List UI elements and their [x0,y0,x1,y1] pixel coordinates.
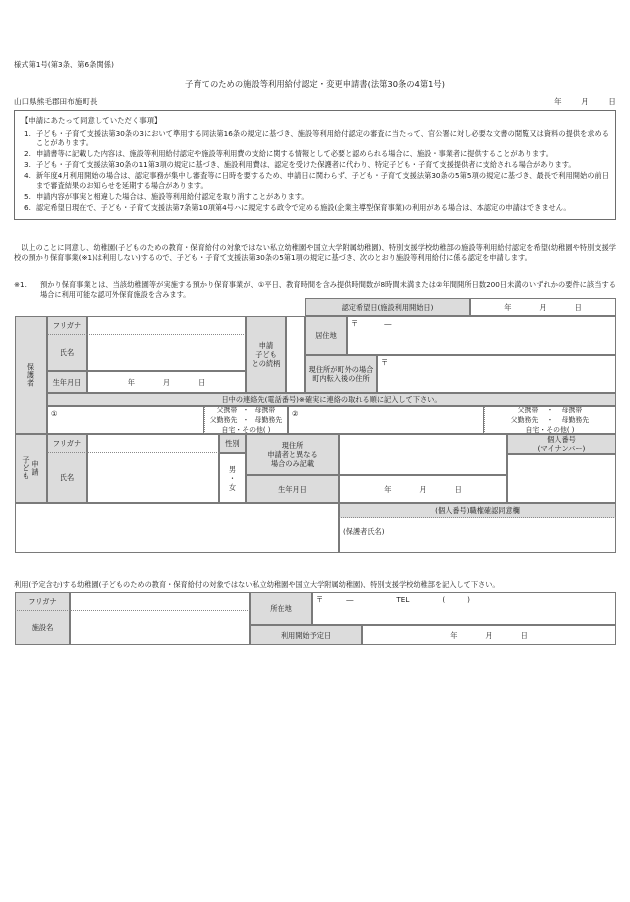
page-title: 子育てのための施設等利用給付認定・変更申請書(法第30条の4第1号) [185,79,445,89]
contact-2-marker: ② [292,409,299,418]
gender-label: 性別 [219,434,246,453]
guardian-birthdate-label: 生年月日 [47,371,87,393]
guardian-birthdate-month: 月 [162,377,171,387]
guardian-birthdate-day: 日 [198,377,206,387]
residence-zip-mark: 〒 [351,319,359,328]
consent-item-number: 1. [24,128,31,138]
facility-location-label: 所在地 [250,592,312,625]
submission-date-day: 日 [608,97,616,106]
contact-option-mother-work: 母勤務先 [254,416,283,424]
contact-1-input[interactable] [47,406,204,434]
facility-start-day: 日 [520,630,528,640]
consent-item [21,192,609,202]
facility-start-date-label: 利用開始予定日 [250,625,362,645]
moved-address-label [305,355,377,393]
relation-line-3: との続柄 [251,359,281,368]
blank-area [15,503,339,553]
guardian-section-label: 保護者 [15,316,47,434]
child-birthdate-day: 日 [454,484,462,494]
child-address-label [246,434,339,475]
footnote-label: ※1. [14,280,27,289]
consent-item [21,149,609,159]
guardian-signature-placeholder: (保護者氏名) [343,527,385,536]
facility-location-input[interactable] [312,592,616,625]
consent-item [21,203,609,213]
moved-address-input[interactable] [377,355,616,393]
facility-furigana-label: フリガナ [15,592,70,611]
child-section-label [15,434,47,503]
facility-start-year: 年 [450,630,458,640]
contact-1-option-row-3: 自宅・その他( ) [221,426,271,434]
guardian-signature-input[interactable] [339,518,616,553]
child-birthdate-label: 生年月日 [246,475,339,503]
my-number-line-1: 個人番号 [547,435,576,444]
footnote [14,280,616,300]
consent-item-number: 6. [24,203,31,213]
facility-name-label: 施設名 [15,611,70,645]
consent-item-number: 4. [24,171,31,181]
child-address-line-2: 申請者と異なる [267,450,318,459]
gender-option-female[interactable]: 女 [228,482,237,492]
submission-date-month: 月 [581,97,589,106]
facility-zip-dash: ― [346,595,354,604]
child-section-label-shinsei: 申請 [31,460,40,477]
consent-item [21,171,609,190]
gender-separator: ・ [228,473,237,483]
guardian-birthdate-year: 年 [127,377,135,387]
contact-option-separator: ・ [242,406,250,414]
my-number-label [507,434,616,454]
facility-tel-paren-open: ( [442,595,446,604]
facility-section-caption: 利用(予定含む)する幼稚園(子どものための教育・保育給付の対象ではない私立幼稚園や国立大学附属幼稚園)、特別支援学校幼稚部を記入して下さい。 [14,580,500,589]
facility-zip-mark: 〒 [316,595,324,604]
child-name-label: 氏名 [47,453,87,503]
contact-option-mother-mobile: 母携帯 [561,406,583,414]
contact-1-marker: ① [51,409,58,418]
approval-date-field[interactable] [470,298,616,316]
consent-item-number: 5. [24,191,31,201]
consent-list [21,129,609,213]
gender-option-male[interactable]: 男 [228,464,237,474]
residence-label: 居住地 [305,316,347,355]
my-number-input[interactable] [507,454,616,503]
contact-2-input[interactable] [288,406,484,434]
consent-item-number: 2. [24,149,31,159]
contact-2-option-row-2 [485,415,615,425]
contact-option-father-work: 父勤務先 [209,416,238,424]
child-birthdate-input[interactable] [339,475,507,503]
facility-tel-label: TEL [396,595,410,604]
relation-to-child-input[interactable] [286,316,305,393]
child-address-line-1: 現住所 [281,441,304,450]
child-birthdate-month: 月 [419,484,427,494]
contact-option-father-work: 父勤務先 [510,416,539,424]
contact-2-option-row-3: 自宅・その他( ) [525,426,575,434]
approval-date-label: 認定希望日(施設利用開始日) [305,298,470,316]
contact-option-mother-work: 母勤務先 [561,416,590,424]
moved-address-zip-mark: 〒 [381,358,389,367]
gender-选择[interactable] [219,453,246,503]
contact-1-option-row-1 [205,406,287,415]
consent-item-text: 子ども・子育て支援法第30条の3において準用する同法第16条の規定に基づき、施設等利用給付認定の審査に当たって、官公署に対し必要な文書の閲覧又は資料の提供を求めることがあります。 [36,128,609,148]
contact-1-options[interactable] [204,406,288,434]
body-paragraph: 以上のことに同意し、幼稚園(子どものための教育・保育給付の対象ではない私立幼稚園や国立大学附属幼稚園)、特別支援学校幼稚部の施設等利用給付認定を希望(幼稚園や特別支援学校の預かり保育事業(※1)は利用しない)するので、子ども・子育て支援法第30条の5第1項の規定に基づき、次のとおり施設等利用給付に係る認定を申請します。 [14,243,616,262]
consent-item-text: 新年度4月利用開始の場合は、認定事務が集中し審査等に日時を要するため、申請日に関わらず、子ども・子育て支援法第30条の5第5項の規定に基づき、最長で利用開始の前日まで審査結果のお知らせを延期する場合があります。 [36,171,609,190]
consent-item-text: 申請書等に記載した内容は、施設等利用給付認定や施設等利用費の支給に関する情報として必要と認められる場合に、施設・事業者に提供することがあります。 [36,149,553,159]
child-furigana-label: フリガナ [47,434,87,453]
guardian-furigana-input[interactable] [87,316,246,335]
consent-box [14,110,616,220]
contact-2-option-row-1 [485,406,615,415]
child-birthdate-year: 年 [384,484,392,494]
footnote-text: 預かり保育事業とは、当該幼稚園等が実施する預かり保育事業が、①平日、教育時間を含み提供時間数が8時間未満または②年間開所日数200日未満のいずれかの要件に該当する場合に利用可能な認可外保育施設を含みます。 [40,279,616,299]
approval-date-month: 月 [539,302,547,312]
relation-to-child-label [246,316,286,393]
child-address-input[interactable] [339,434,507,475]
contact-option-separator: ・ [242,416,250,424]
my-number-line-2: (マイナンバー) [537,444,586,453]
guardian-birthdate-input[interactable] [87,371,246,393]
residence-input[interactable] [347,316,616,355]
moved-address-line-1: 現住所が町外の場合 [308,365,374,374]
facility-tel-paren-close: ) [467,595,470,604]
submission-date-year: 年 [554,97,562,106]
guardian-furigana-label: フリガナ [47,316,87,335]
consent-item-text: 認定希望日現在で、子ども・子育て支援法第7条第10項第4号ハに規定する政令で定める施設(企業主導型保育事業)の利用がある場合は、本認定の申請はできません。 [36,203,571,213]
child-section-label-kodomo: 子ども [22,456,31,481]
consent-title: 【申請にあたって同意していただく事項】 [21,116,162,125]
submission-date [554,96,616,107]
child-address-line-3: 場合のみ記載 [270,459,315,468]
guardian-name-input[interactable] [87,335,246,371]
relation-line-1: 申請 [258,341,274,350]
guardian-name-label: 氏名 [47,335,87,371]
contact-option-separator: ・ [546,406,554,414]
consent-item [21,160,609,170]
form-number: 様式第1号(第3条、第6条関係) [14,60,114,69]
moved-address-line-2: 町内転入後の住所 [312,374,370,383]
consent-item-text: 申請内容が事実と相違した場合は、施設等利用給付認定を取り消すことがあります。 [36,191,309,201]
approval-date-day: 日 [574,302,582,312]
contact-2-options[interactable] [484,406,616,434]
residence-zip-dash: ― [384,319,392,328]
facility-start-date-input[interactable] [362,625,616,645]
relation-line-2: 子ども [255,350,277,359]
contact-option-father-mobile: 父携帯 [517,406,539,414]
addressee: 山口県熊毛郡田布施町長 [14,97,98,106]
facility-furigana-input[interactable] [70,592,250,611]
consent-item [21,129,609,148]
contact-header: 日中の連絡先(電話番号)※確実に連絡の取れる順に記入して下さい。 [47,393,616,406]
contact-option-father-mobile: 父携帯 [216,406,238,414]
consent-item-text: 子ども・子育て支援法第30条の11第3項の規定に基づき、施設利用費は、認定を受けた保護者に代わり、特定子ども・子育て支援提供者に支給される場合があります。 [36,160,576,170]
contact-1-option-row-2 [205,415,287,425]
contact-option-mother-mobile: 母携帯 [254,406,276,414]
facility-name-input[interactable] [70,611,250,645]
child-furigana-input[interactable] [87,434,219,453]
approval-date-year: 年 [504,302,512,312]
child-name-input[interactable] [87,453,219,503]
consent-item-number: 3. [24,160,31,170]
facility-start-month: 月 [485,630,493,640]
contact-option-separator: ・ [546,416,554,424]
authority-consent-label: (個人番号)職権確認同意欄 [339,503,616,518]
